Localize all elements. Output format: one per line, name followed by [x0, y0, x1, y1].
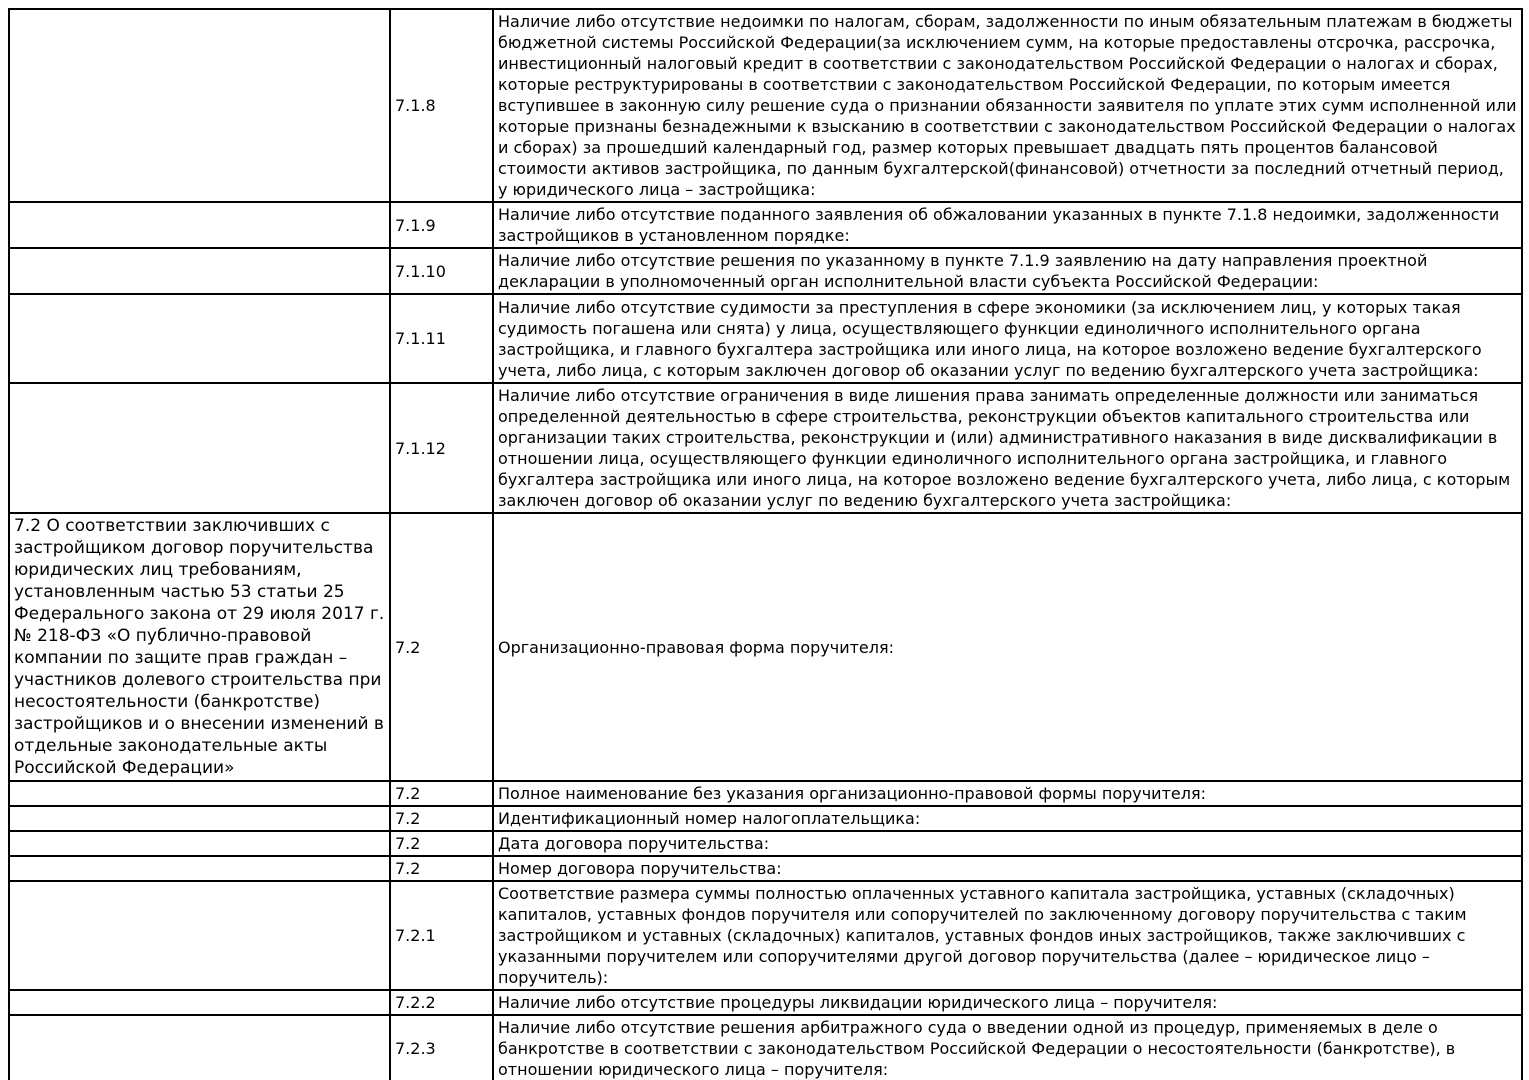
section-label-cell	[9, 881, 390, 990]
clause-number-cell: 7.2	[390, 831, 493, 856]
clause-number-cell: 7.2	[390, 781, 493, 806]
clause-number-cell: 7.1.8	[390, 9, 493, 202]
requirement-text-cell: Организационно-правовая форма поручителя:	[493, 513, 1522, 781]
clause-number-cell: 7.2.1	[390, 881, 493, 990]
table-row	[9, 806, 1522, 831]
declaration-requirements-table	[8, 8, 1523, 1080]
table-row	[9, 383, 1522, 513]
table-row	[9, 513, 1522, 781]
table-row	[9, 781, 1522, 806]
clause-number-cell: 7.2	[390, 806, 493, 831]
requirement-text-cell: Наличие либо отсутствие процедуры ликвидации юридического лица – поручителя:	[493, 990, 1522, 1015]
section-label-cell: 7.2 О соответствии заключивших с застройщиком договор поручительства юридических лиц требованиям, установленным частью 53 статьи 25 Федерального закона от 29 июля 2017 г. № 218-ФЗ «О публично-правовой компании по защите прав граждан – участников долевого строительства при несостоятельности (банкротстве) застройщиков и о внесении изменений в отдельные законодательные акты Российской Федерации»	[9, 513, 390, 781]
requirement-text-cell: Наличие либо отсутствие судимости за преступления в сфере экономики (за исключением лиц, у которых такая судимость погашена или снята) у лица, осуществляющего функции единоличного исполнительного органа застройщика, и главного бухгалтера застройщика или иного лица, на которое возложено ведение бухгалтерского учета, либо лица, с которым заключен договор об оказании услуг по ведению бухгалтерского учета застройщика:	[493, 294, 1522, 383]
requirement-text-cell: Номер договора поручительства:	[493, 856, 1522, 881]
requirement-text-cell: Идентификационный номер налогоплательщика:	[493, 806, 1522, 831]
table-row	[9, 881, 1522, 990]
section-label-cell	[9, 202, 390, 248]
clause-number-cell: 7.2.3	[390, 1015, 493, 1080]
section-label-cell	[9, 781, 390, 806]
section-label-cell	[9, 294, 390, 383]
clause-number-cell: 7.2	[390, 856, 493, 881]
section-label-cell	[9, 248, 390, 294]
clause-number-cell: 7.1.12	[390, 383, 493, 513]
clause-number-cell: 7.1.10	[390, 248, 493, 294]
requirement-text-cell: Наличие либо отсутствие поданного заявления об обжаловании указанных в пункте 7.1.8 недоимки, задолженности застройщиков в установленном порядке:	[493, 202, 1522, 248]
table-row	[9, 202, 1522, 248]
section-label-cell	[9, 1015, 390, 1080]
table-row	[9, 1015, 1522, 1080]
table-row	[9, 856, 1522, 881]
section-label-cell	[9, 383, 390, 513]
requirement-text-cell: Наличие либо отсутствие решения арбитражного суда о введении одной из процедур, применяемых в деле о банкротстве в соответствии с законодательством Российской Федерации о несостоятельности (банкротстве), в отношении юридического лица – поручителя:	[493, 1015, 1522, 1080]
section-label-cell	[9, 9, 390, 202]
clause-number-cell: 7.2.2	[390, 990, 493, 1015]
requirement-text-cell: Наличие либо отсутствие недоимки по налогам, сборам, задолженности по иным обязательным платежам в бюджеты бюджетной системы Российской Федерации(за исключением сумм, на которые предоставлены отсрочка, рассрочка, инвестиционный налоговый кредит в соответствии с законодательством Российской Федерации о налогах и сборах, которые реструктурированы в соответствии с законодательством Российской Федерации, по которым имеется вступившее в законную силу решение суда о признании обязанности заявителя по уплате этих сумм исполненной или которые признаны безнадежными к взысканию в соответствии с законодательством Российской Федерации о налогах и сборах) за прошедший календарный год, размер которых превышает двадцать пять процентов балансовой стоимости активов застройщика, по данным бухгалтерской(финансовой) отчетности за последний отчетный период, у юридического лица – застройщика:	[493, 9, 1522, 202]
section-label-cell	[9, 831, 390, 856]
requirement-text-cell: Полное наименование без указания организационно-правовой формы поручителя:	[493, 781, 1522, 806]
requirement-text-cell: Наличие либо отсутствие ограничения в виде лишения права занимать определенные должности или заниматься определенной деятельностью в сфере строительства, реконструкции объектов капитального строительства или организации таких строительства, реконструкции и (или) административного наказания в виде дисквалификации в отношении лица, осуществляющего функции единоличного исполнительного органа застройщика, и главного бухгалтера застройщика или иного лица, на которое возложено ведение бухгалтерского учета, либо лица, с которым заключен договор об оказании услуг по ведению бухгалтерского учета застройщика:	[493, 383, 1522, 513]
table-row	[9, 9, 1522, 202]
clause-number-cell: 7.1.11	[390, 294, 493, 383]
section-label-cell	[9, 856, 390, 881]
requirement-text-cell: Наличие либо отсутствие решения по указанному в пункте 7.1.9 заявлению на дату направления проектной декларации в уполномоченный орган исполнительной власти субъекта Российской Федерации:	[493, 248, 1522, 294]
requirement-text-cell: Дата договора поручительства:	[493, 831, 1522, 856]
table-row	[9, 831, 1522, 856]
clause-number-cell: 7.1.9	[390, 202, 493, 248]
clause-number-cell: 7.2	[390, 513, 493, 781]
requirement-text-cell: Соответствие размера суммы полностью оплаченных уставного капитала застройщика, уставных (складочных) капиталов, уставных фондов поручителя или сопоручителей по заключенному договору поручительства с таким застройщиком и уставных (складочных) капиталов, уставных фондов иных застройщиков, также заключивших с указанными поручителем или сопоручителями другой договор поручительства (далее – юридическое лицо – поручитель):	[493, 881, 1522, 990]
table-row	[9, 294, 1522, 383]
table-row	[9, 990, 1522, 1015]
section-label-cell	[9, 806, 390, 831]
section-label-cell	[9, 990, 390, 1015]
table-row	[9, 248, 1522, 294]
